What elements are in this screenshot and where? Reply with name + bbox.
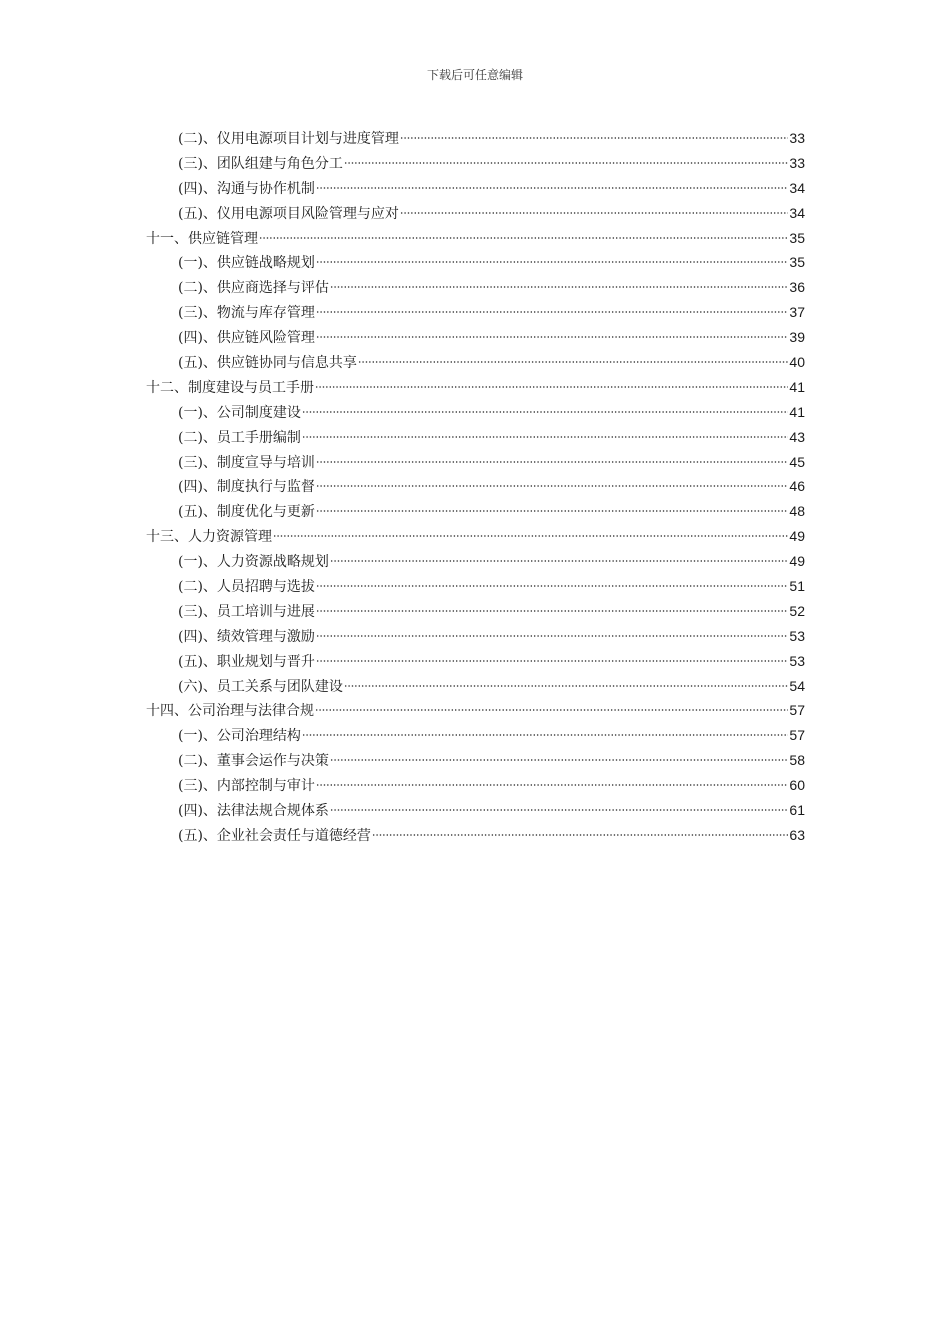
toc-entry-title: (四)、沟通与协作机制 [178, 180, 315, 197]
toc-section-entry[interactable] [146, 549, 805, 574]
toc-dot-leader [302, 734, 788, 736]
toc-dot-leader [302, 436, 788, 438]
toc-page-number: 46 [789, 478, 805, 495]
toc-dot-leader [316, 187, 788, 189]
toc-dot-leader [316, 635, 788, 637]
toc-entry-title: (三)、制度宣导与培训 [178, 454, 315, 471]
toc-section-entry[interactable] [146, 325, 805, 350]
toc-page-number: 35 [789, 254, 805, 271]
toc-page-number: 33 [789, 130, 805, 146]
toc-page-number: 41 [789, 403, 805, 420]
toc-dot-leader [330, 560, 788, 562]
toc-dot-leader [316, 311, 788, 313]
toc-page-number: 33 [789, 154, 805, 171]
toc-dot-leader [400, 212, 788, 214]
toc-entry-title: (一)、供应链战略规划 [178, 255, 315, 272]
toc-entry-title: (六)、员工关系与团队建设 [178, 678, 343, 695]
toc-page-number: 57 [789, 727, 805, 744]
toc-page-number: 53 [789, 627, 805, 644]
toc-dot-leader [316, 610, 788, 612]
toc-entry-title: (五)、企业社会责任与道德经营 [178, 827, 371, 844]
toc-entry-title: (四)、绩效管理与激励 [178, 628, 315, 645]
toc-section-entry[interactable] [146, 674, 805, 699]
toc-page-number: 41 [789, 378, 805, 395]
toc-dot-leader [344, 162, 788, 164]
toc-section-entry[interactable] [146, 748, 805, 773]
toc-dot-leader [372, 834, 788, 836]
toc-chapter-entry[interactable] [146, 375, 805, 400]
toc-page-number: 63 [789, 826, 805, 843]
toc-dot-leader [259, 237, 788, 239]
toc-dot-leader [302, 411, 788, 413]
toc-page-number: 54 [789, 677, 805, 694]
toc-dot-leader [316, 261, 788, 263]
toc-section-entry[interactable] [146, 151, 805, 176]
toc-section-entry[interactable] [146, 574, 805, 599]
toc-page-number: 57 [789, 702, 805, 719]
toc-entry-title: (二)、供应商选择与评估 [178, 280, 329, 297]
toc-entry-title: (一)、人力资源战略规划 [178, 554, 329, 571]
toc-entry-title: (一)、公司治理结构 [178, 728, 301, 745]
toc-page-number: 45 [789, 453, 805, 470]
toc-dot-leader [273, 535, 788, 537]
toc-section-entry[interactable] [146, 773, 805, 798]
toc-entry-title: (三)、物流与库存管理 [178, 305, 315, 322]
toc-page-number: 34 [789, 204, 805, 221]
toc-section-entry[interactable] [146, 400, 805, 425]
toc-section-entry[interactable] [146, 499, 805, 524]
toc-dot-leader [330, 286, 788, 288]
toc-entry-title: (四)、制度执行与监督 [178, 479, 315, 496]
page-header: 下载后可任意编辑 [426, 68, 523, 82]
toc-section-entry[interactable] [146, 823, 805, 848]
toc-entry-title: 十一、供应链管理 [146, 230, 258, 247]
toc-entry-title: 十四、公司治理与法律合规 [146, 703, 314, 720]
toc-section-entry[interactable] [146, 275, 805, 300]
toc-page-number: 49 [789, 528, 805, 545]
toc-page-number: 36 [789, 279, 805, 296]
toc-page-number: 37 [789, 304, 805, 321]
toc-page-number: 58 [789, 752, 805, 769]
toc-dot-leader [315, 386, 788, 388]
toc-dot-leader [330, 809, 788, 811]
toc-entry-title: (二)、董事会运作与决策 [178, 753, 329, 770]
toc-entry-title: (二)、人员招聘与选拔 [178, 579, 315, 596]
toc-section-entry[interactable] [146, 450, 805, 475]
toc-page-number: 51 [789, 578, 805, 595]
toc-chapter-entry[interactable] [146, 524, 805, 549]
toc-section-entry[interactable] [146, 624, 805, 649]
toc-dot-leader [316, 485, 788, 487]
toc-section-entry[interactable] [146, 649, 805, 674]
toc-dot-leader [316, 585, 788, 587]
toc-chapter-entry[interactable] [146, 698, 805, 723]
toc-page-number: 52 [789, 602, 805, 619]
toc-page-number: 53 [789, 652, 805, 669]
toc-page-number: 43 [789, 428, 805, 445]
toc-page-number: 34 [789, 179, 805, 196]
toc-section-entry[interactable] [146, 300, 805, 325]
toc-section-entry[interactable] [146, 350, 805, 375]
toc-section-entry[interactable] [146, 474, 805, 499]
toc-dot-leader [400, 137, 788, 139]
toc-page-number: 60 [789, 777, 805, 794]
toc-dot-leader [316, 660, 788, 662]
toc-entry-title: (四)、供应链风险管理 [178, 330, 315, 347]
toc-entry-title: (五)、制度优化与更新 [178, 504, 315, 521]
toc-dot-leader [316, 461, 788, 463]
toc-section-entry[interactable] [146, 250, 805, 275]
toc-page-number: 61 [789, 802, 805, 819]
toc-entry-title: (三)、员工培训与进展 [178, 603, 315, 620]
toc-entry-title: 十二、制度建设与员工手册 [146, 379, 314, 396]
toc-entry-title: (五)、职业规划与晋升 [178, 653, 315, 670]
toc-entry-title: (五)、仪用电源项目风险管理与应对 [178, 205, 399, 222]
toc-entry-title: (三)、团队组建与角色分工 [178, 155, 343, 172]
toc-section-entry[interactable] [146, 201, 805, 226]
toc-entry-title: (一)、公司制度建设 [178, 404, 301, 421]
toc-dot-leader [358, 361, 788, 363]
toc-section-entry[interactable] [146, 798, 805, 823]
toc-dot-leader [315, 709, 788, 711]
toc-entry-title: 十三、人力资源管理 [146, 529, 272, 546]
toc-page-number: 35 [789, 229, 805, 246]
toc-entry-title: (四)、法律法规合规体系 [178, 803, 329, 820]
toc-entry-title: (五)、供应链协同与信息共享 [178, 355, 357, 372]
toc-section-entry[interactable] [146, 599, 805, 624]
toc-page-number: 49 [789, 553, 805, 570]
toc-section-entry[interactable] [146, 176, 805, 201]
toc-dot-leader [344, 685, 788, 687]
toc-entry-title: (二)、员工手册编制 [178, 429, 301, 446]
toc-dot-leader [316, 784, 788, 786]
toc-dot-leader [330, 759, 788, 761]
toc-dot-leader [316, 336, 788, 338]
toc-chapter-entry[interactable] [146, 226, 805, 251]
toc-dot-leader [316, 510, 788, 512]
toc-section-entry[interactable] [146, 425, 805, 450]
toc-section-entry[interactable] [146, 723, 805, 748]
toc-section-entry[interactable] [146, 126, 805, 151]
toc-page-number: 40 [789, 354, 805, 371]
table-of-contents [146, 126, 805, 848]
toc-entry-title: (三)、内部控制与审计 [178, 778, 315, 795]
toc-page-number: 39 [789, 329, 805, 346]
toc-entry-title: (二)、仪用电源项目计划与进度管理 [178, 131, 399, 147]
toc-page-number: 48 [789, 503, 805, 520]
